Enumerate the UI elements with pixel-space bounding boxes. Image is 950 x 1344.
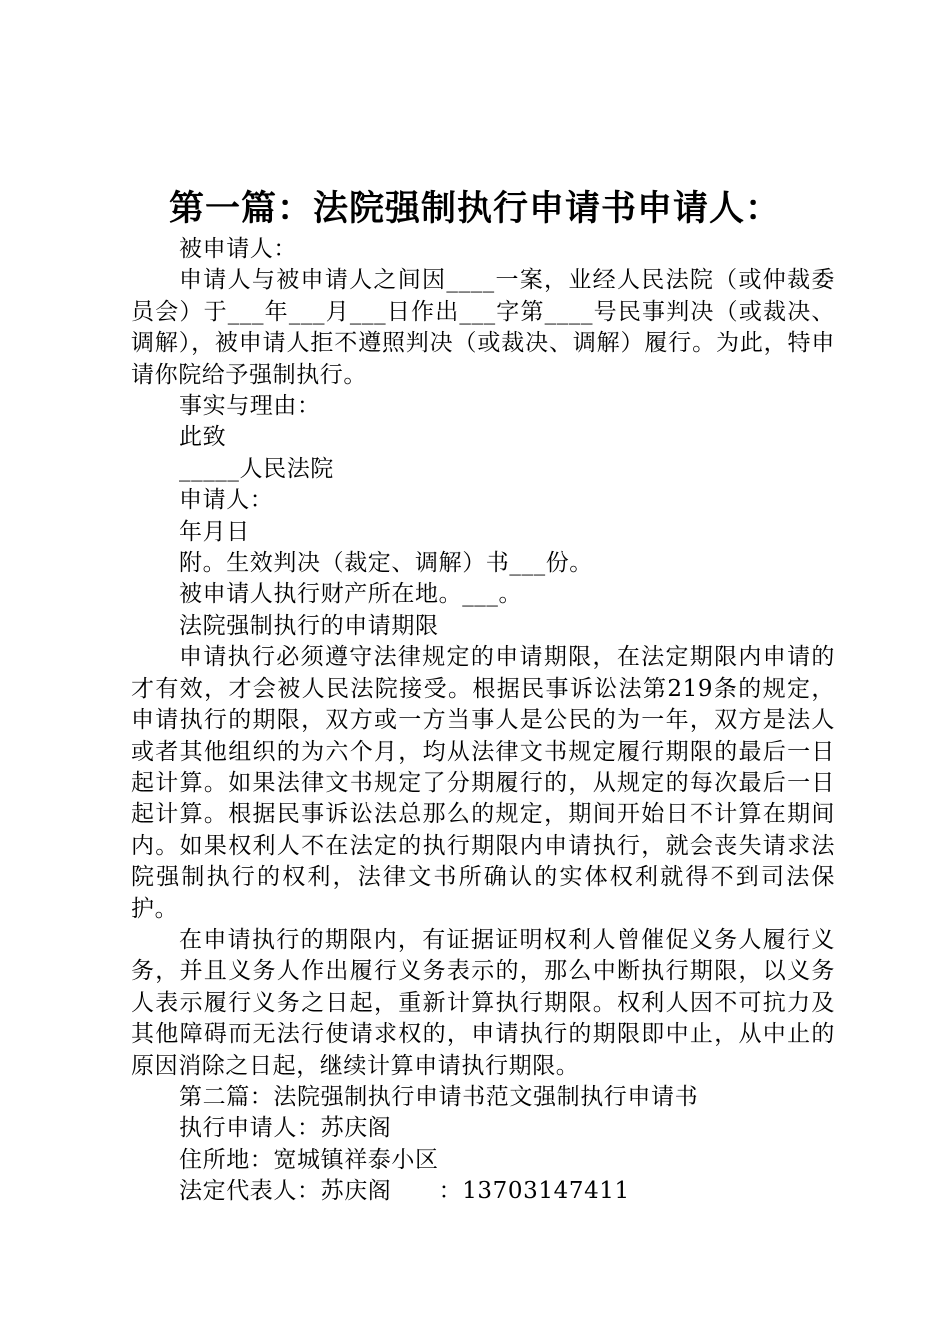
applicant-signature-label: 申请人： — [179, 487, 274, 514]
application-statement: 申请人与被申请人之间因____一案，业经人民法院（或仲裁委员会）于___年___月___日作出___字第____号民事判决（或裁决、调解），被申请人拒不遵照判决（或裁决、调解）履行。为此，特申请你院给予强制执行。 — [131, 267, 835, 388]
execution-applicant-line: 执行申请人：苏庆阁 — [179, 1115, 392, 1142]
document-title: 第一篇：法院强制执行申请书申请人： — [168, 189, 781, 229]
section-heading-deadline: 法院强制执行的申请期限 — [179, 612, 439, 639]
residence-line: 住所地：宽城镇祥泰小区 — [179, 1146, 439, 1173]
interruption-paragraph: 在申请执行的期限内，有证据证明权利人曾催促义务人履行义务，并且义务人作出履行义务表示的，那么中断执行期限，以义务人表示履行义务之日起，重新计算执行期限。权利人因不可抗力及其他障碍而无法行使请求权的，申请执行的期限即中止，从中止的原因消除之日起，继续计算申请执行期限。 — [131, 926, 835, 1079]
respondent-label: 被申请人： — [179, 236, 297, 262]
salutation: 此致 — [179, 424, 227, 451]
deadline-paragraph: 申请执行必须遵守法律规定的申请期限，在法定期限内申请的才有效，才会被人民法院接受。根据民事诉讼法第219条的规定，申请执行的期限，双方或一方当事人是公民的为一年，双方是法人或者其他组织的为六个月，均从法律文书规定履行期限的最后一日起计算。如果法律文书规定了分期履行的，从规定的每次最后一日起计算。根据民事诉讼法总那么的规定，期间开始日不计算在期间内。如果权利人不在法定的执行期限内申请执行，就会丧失请求法院强制执行的权利，法律文书所确认的实体权利就得不到司法保护。 — [131, 644, 835, 922]
property-location-line: 被申请人执行财产所在地。___。 — [179, 581, 523, 608]
second-article-heading: 第二篇：法院强制执行申请书范文强制执行申请书 — [179, 1083, 699, 1110]
document-body — [131, 234, 835, 1208]
attachment-line: 附。生效判决（裁定、调解）书___份。 — [179, 550, 593, 577]
date-line: 年月日 — [179, 518, 250, 545]
court-name-line: _____人民法院 — [179, 455, 334, 482]
facts-reasons-label: 事实与理由： — [179, 393, 321, 420]
legal-representative-line: 法定代表人：苏庆阁 ：13703147411 — [179, 1178, 630, 1205]
